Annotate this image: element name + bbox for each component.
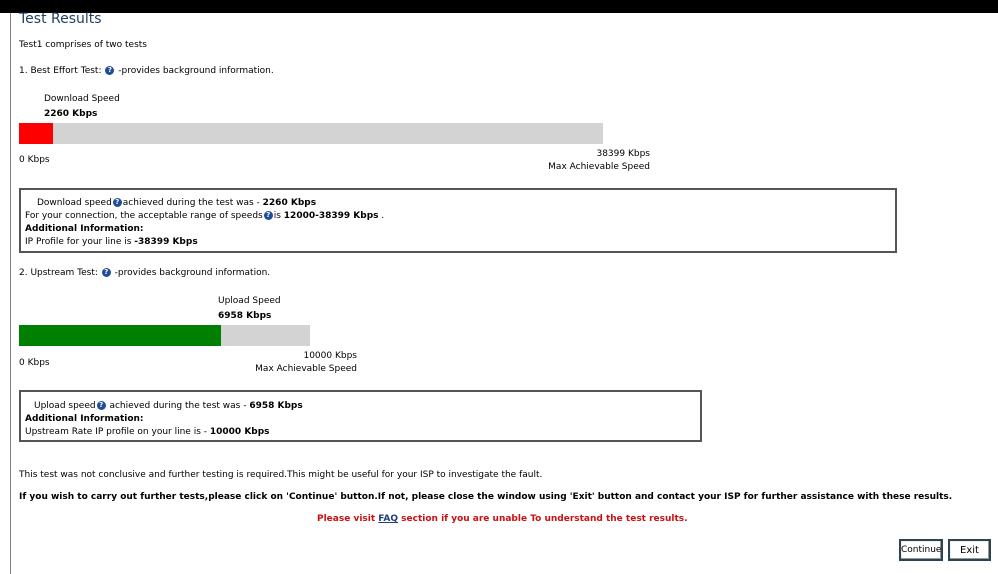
instruction-text: If you wish to carry out further tests,please click on 'Continue' button.If not, please close the window using 'Exit' button and contact your ISP for further assistance with these results. <box>19 492 953 502</box>
upload-additional-info-heading: Additional Information: <box>25 414 144 424</box>
upload-speed-meter <box>19 325 310 346</box>
download-info-value: 2260 Kbps <box>262 198 317 208</box>
best-effort-heading-suffix: -provides background information. <box>118 66 274 76</box>
page-title: Test Results <box>19 11 102 27</box>
download-info-prefix: Download speed <box>37 198 112 208</box>
help-question-icon[interactable]: ? <box>105 66 114 75</box>
upload-info-mid: achieved during the test was - <box>106 401 250 411</box>
upstream-heading-suffix: -provides background information. <box>114 268 271 278</box>
ip-profile-prefix: IP Profile for your line is <box>25 237 135 247</box>
help-question-icon[interactable]: ? <box>113 198 122 207</box>
upload-info-value: 6958 Kbps <box>249 401 303 411</box>
window-top-bar <box>0 0 998 13</box>
range-value: 12000-38399 Kbps <box>283 211 379 221</box>
download-info-line-2 <box>25 211 384 221</box>
additional-info-heading: Additional Information: <box>25 224 144 234</box>
download-min-label: 0 Kbps <box>19 155 50 165</box>
best-effort-heading-label: 1. Best Effort Test: <box>19 66 102 76</box>
upload-speed-label: Upload Speed <box>218 296 281 306</box>
upload-info-prefix: Upload speed <box>34 401 96 411</box>
download-max-label: Max Achievable Speed <box>548 162 650 172</box>
upload-max-label: Max Achievable Speed <box>255 364 357 374</box>
upload-max-value: 10000 Kbps <box>303 351 357 361</box>
intro-text: Test1 comprises of two tests <box>19 40 147 50</box>
upload-info-line-1 <box>34 401 303 411</box>
download-speed-meter-fill <box>19 123 53 144</box>
upload-speed-meter-fill <box>19 325 221 346</box>
inconclusive-note: This test was not conclusive and further testing is required.This might be useful for your ISP to investigate the fault. <box>19 470 543 480</box>
range-mid: is <box>273 211 284 221</box>
ip-profile-value: -38399 Kbps <box>134 237 198 247</box>
faq-line <box>317 514 688 524</box>
upstream-profile-value: 10000 Kbps <box>209 427 270 437</box>
best-effort-heading <box>19 66 274 76</box>
help-question-icon[interactable]: ? <box>264 211 273 220</box>
upstream-heading-label: 2. Upstream Test: <box>19 268 98 278</box>
upload-speed-value: 6958 Kbps <box>218 311 272 321</box>
upload-info-box <box>19 390 702 442</box>
upstream-profile-line <box>25 427 270 437</box>
upstream-heading <box>19 268 270 278</box>
download-speed-value: 2260 Kbps <box>44 109 98 119</box>
range-suffix: . <box>378 211 385 221</box>
download-info-line-1 <box>37 198 316 208</box>
help-question-icon[interactable]: ? <box>102 268 111 277</box>
faq-link[interactable]: FAQ <box>378 514 399 524</box>
download-info-box <box>19 188 897 253</box>
download-speed-label: Download Speed <box>44 94 120 104</box>
range-prefix: For your connection, the acceptable range of speeds <box>25 211 263 221</box>
help-question-icon[interactable]: ? <box>97 401 106 410</box>
exit-button[interactable]: Exit <box>948 539 991 561</box>
upstream-profile-prefix: Upstream Rate IP profile on your line is - <box>25 427 210 437</box>
continue-button[interactable]: Continue <box>899 539 943 561</box>
faq-suffix: section if you are unable To understand the test results. <box>398 514 688 524</box>
download-max-value: 38399 Kbps <box>596 149 650 159</box>
ip-profile-line <box>25 237 198 247</box>
upload-min-label: 0 Kbps <box>19 358 50 368</box>
download-speed-meter <box>19 123 603 144</box>
download-info-mid: achieved during the test was - <box>122 198 263 208</box>
left-border <box>10 13 11 574</box>
faq-prefix: Please visit <box>317 514 379 524</box>
